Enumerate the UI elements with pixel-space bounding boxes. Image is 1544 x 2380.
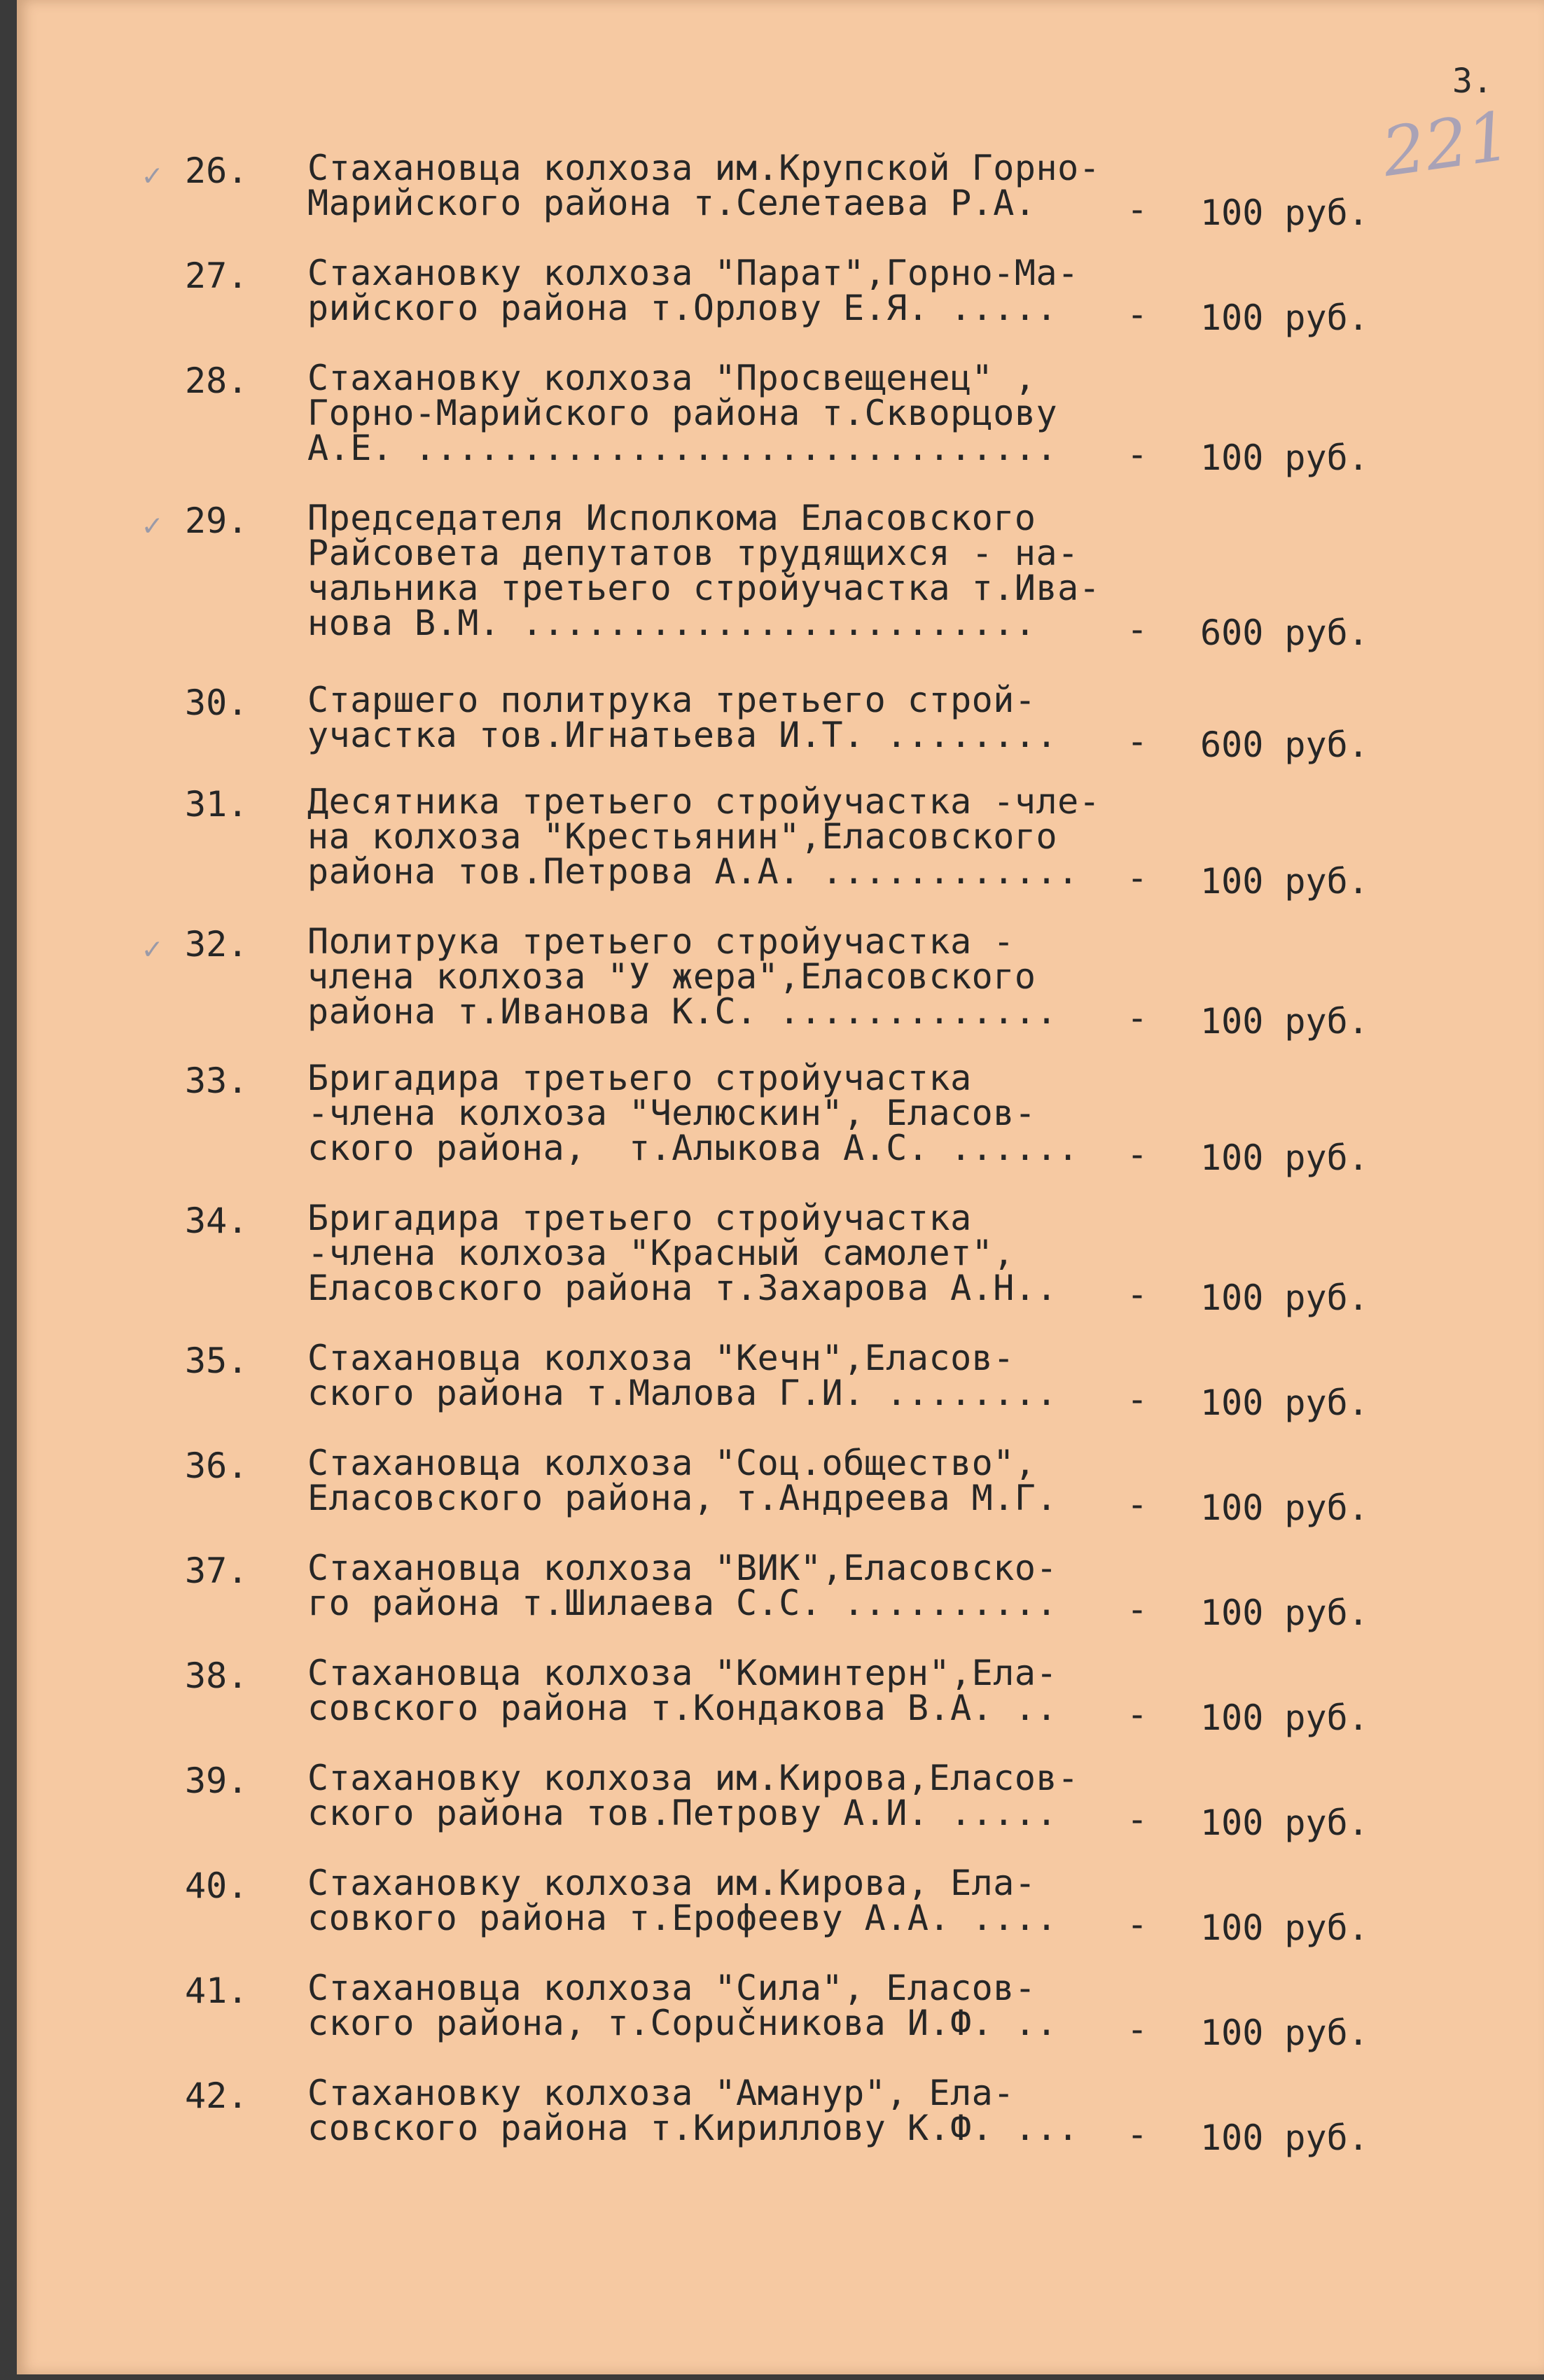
page-number: 3. <box>1452 62 1493 101</box>
entry-number: 30. <box>185 682 249 723</box>
award-amount: 100 руб. <box>1200 1138 1369 1178</box>
list-item <box>17 2073 1544 2158</box>
list-item <box>17 680 1544 765</box>
list-item <box>17 781 1544 902</box>
list-item <box>17 1338 1544 1423</box>
award-amount: 100 руб. <box>1200 1001 1369 1042</box>
dash-separator: - <box>1127 2114 1148 2155</box>
entry-number: 26. <box>185 150 249 191</box>
dash-separator: - <box>1127 858 1148 898</box>
award-amount: 100 руб. <box>1200 1488 1369 1528</box>
entry-number: 38. <box>185 1656 249 1696</box>
entry-number: 42. <box>185 2076 249 2116</box>
list-item <box>17 1968 1544 2053</box>
dash-separator: - <box>1127 1904 1148 1945</box>
entry-number: 39. <box>185 1760 249 1801</box>
award-amount: 100 руб. <box>1200 861 1369 902</box>
list-item <box>17 921 1544 1042</box>
award-amount: 100 руб. <box>1200 1698 1369 1738</box>
dash-separator: - <box>1127 609 1148 650</box>
check-mark-icon: ✓ <box>143 507 162 543</box>
award-amount: 100 руб. <box>1200 1592 1369 1633</box>
list-item <box>17 1548 1544 1633</box>
award-amount: 100 руб. <box>1200 1907 1369 1948</box>
dash-separator: - <box>1127 1134 1148 1175</box>
dash-separator: - <box>1127 294 1148 335</box>
entry-description: Стахановку колхоза "Аманур", Ела- совского района т.Кириллову К.Ф. ... <box>307 2073 1079 2148</box>
entry-description: Стахановца колхоза "Сила", Еласов- ского района, т.Сорučникова И.Ф. .. <box>307 1968 1058 2043</box>
dash-separator: - <box>1127 1274 1148 1315</box>
award-amount: 100 руб. <box>1200 1382 1369 1423</box>
list-item <box>17 498 1544 653</box>
archive-folio-number: 221 <box>1377 96 1516 192</box>
entry-description: Стахановца колхоза им.Крупской Горно- Марийского района т.Селетаева Р.А. <box>307 148 1101 223</box>
award-amount: 100 руб. <box>1200 438 1369 478</box>
entry-description: Стахановца колхоза "Коминтерн",Ела- совского района т.Кондакова В.А. .. <box>307 1653 1058 1728</box>
list-item <box>17 358 1544 478</box>
entry-number: 31. <box>185 784 249 825</box>
dash-separator: - <box>1127 1799 1148 1840</box>
entry-number: 33. <box>185 1060 249 1101</box>
list-item <box>17 148 1544 233</box>
entry-number: 28. <box>185 360 249 401</box>
award-amount: 100 руб. <box>1200 298 1369 338</box>
entry-description: Стахановку колхоза "Парат",Горно-Ма- рийского района т.Орлову Е.Я. ..... <box>307 253 1079 328</box>
dash-separator: - <box>1127 1694 1148 1735</box>
list-item <box>17 1198 1544 1318</box>
award-amount: 600 руб. <box>1200 612 1369 653</box>
list-item <box>17 1443 1544 1528</box>
award-amount: 100 руб. <box>1200 192 1369 233</box>
entry-description: Политрука третьего стройучастка - члена колхоза "У жера",Еласовского района т.Иванова К.С. ............. <box>307 921 1058 1032</box>
entry-number: 34. <box>185 1200 249 1241</box>
entry-number: 37. <box>185 1550 249 1591</box>
dash-separator: - <box>1127 721 1148 762</box>
entry-description: Бригадира третьего стройучастка -члена колхоза "Челюскин", Еласов- ского района, т.Алыкова А.С. ...... <box>307 1058 1079 1168</box>
award-amount: 600 руб. <box>1200 724 1369 765</box>
list-item <box>17 1058 1544 1178</box>
entry-description: Стахановку колхоза им.Кирова, Ела- совкого района т.Ерофееву А.А. .... <box>307 1863 1058 1938</box>
dash-separator: - <box>1127 2009 1148 2050</box>
entry-number: 27. <box>185 255 249 296</box>
dash-separator: - <box>1127 189 1148 230</box>
entry-description: Старшего политрука третьего строй- участка тов.Игнатьева И.Т. ........ <box>307 680 1058 755</box>
entry-description: Десятника третьего стройучастка -чле- на колхоза "Крестьянин",Еласовского района тов.Петрова А.А. ............ <box>307 781 1101 892</box>
entry-description: Стахановку колхоза им.Кирова,Еласов- ского района тов.Петрову А.И. ..... <box>307 1758 1079 1833</box>
dash-separator: - <box>1127 1484 1148 1525</box>
list-item <box>17 1653 1544 1738</box>
entry-number: 41. <box>185 1970 249 2011</box>
entry-description: Стахановку колхоза "Просвещенец" , Горно-Марийского района т.Скворцову А.Е. .............................. <box>307 358 1058 468</box>
award-amount: 100 руб. <box>1200 1802 1369 1843</box>
check-mark-icon: ✓ <box>143 158 162 193</box>
dash-separator: - <box>1127 1589 1148 1630</box>
entry-description: Стахановца колхоза "Соц.общество", Еласовского района, т.Андреева М.Г. <box>307 1443 1058 1518</box>
dash-separator: - <box>1127 1379 1148 1420</box>
document-page <box>17 0 1544 2374</box>
list-item <box>17 1758 1544 1843</box>
dash-separator: - <box>1127 434 1148 475</box>
list-item <box>17 253 1544 338</box>
entry-description: Бригадира третьего стройучастка -члена колхоза "Красный самолет", Еласовского района т.Захарова А.Н.. <box>307 1198 1058 1308</box>
entry-description: Председателя Исполкома Еласовского Райсовета депутатов трудящихся - на- чальника третьего стройучастка т.Ива- нова В.М. ........................ <box>307 498 1101 643</box>
award-amount: 100 руб. <box>1200 1278 1369 1318</box>
entry-number: 32. <box>185 924 249 965</box>
check-mark-icon: ✓ <box>143 931 162 967</box>
entry-number: 35. <box>185 1340 249 1381</box>
dash-separator: - <box>1127 997 1148 1038</box>
list-item <box>17 1863 1544 1948</box>
entry-description: Стахановца колхоза "Кечн",Еласов- ского района т.Малова Г.И. ........ <box>307 1338 1058 1413</box>
entry-number: 40. <box>185 1865 249 1906</box>
award-amount: 100 руб. <box>1200 2012 1369 2053</box>
entry-number: 36. <box>185 1446 249 1486</box>
entry-description: Стахановца колхоза "ВИК",Еласовско- го района т.Шилаева С.С. .......... <box>307 1548 1058 1623</box>
award-amount: 100 руб. <box>1200 2118 1369 2158</box>
entry-number: 29. <box>185 500 249 541</box>
